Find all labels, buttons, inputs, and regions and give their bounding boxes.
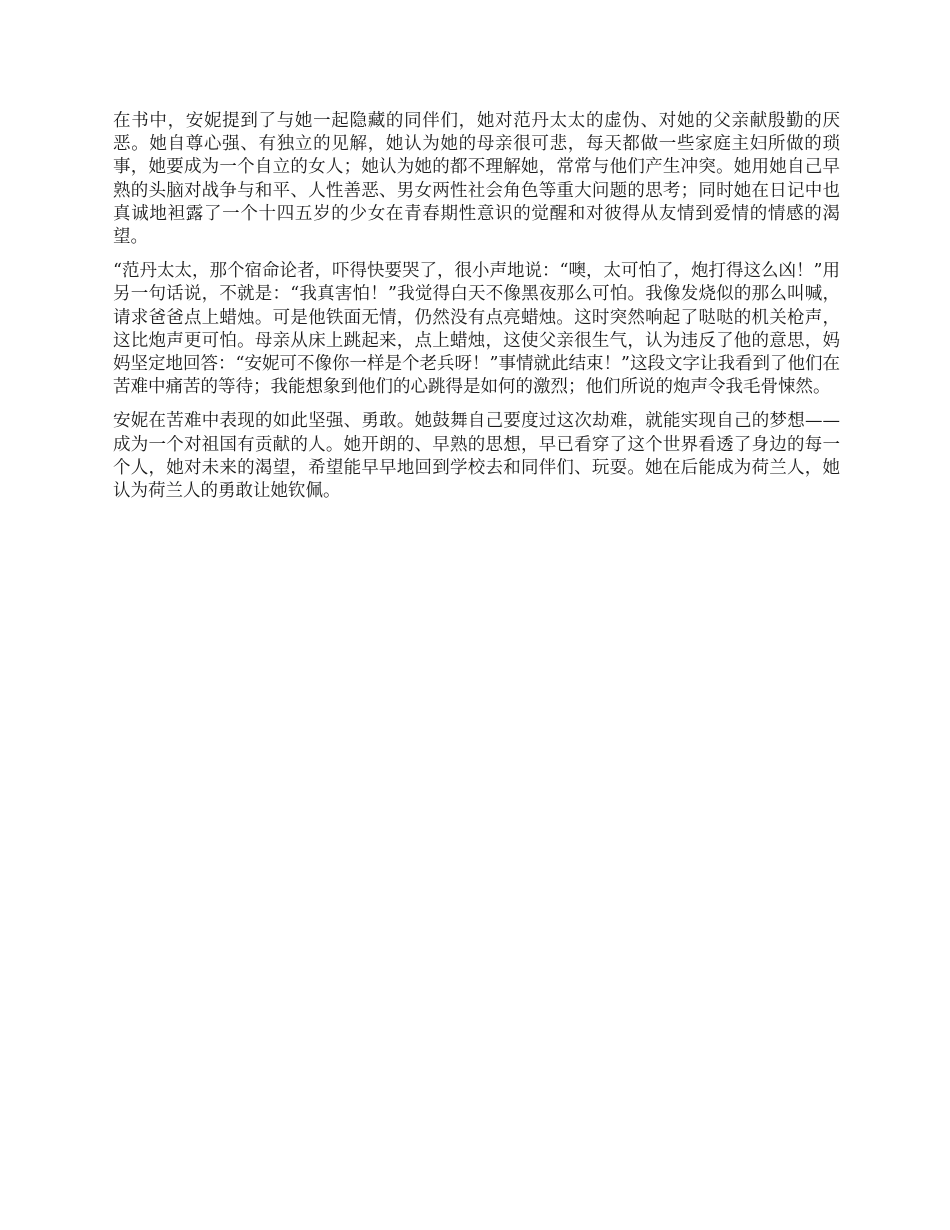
paragraph-2: “范丹太太，那个宿命论者，吓得快要哭了，很小声地说：“噢，太可怕了，炮打得这么凶！”用另一句话说，不就是：“我真害怕！”我觉得白天不像黑夜那么可怕。我像发烧似的那么叫喊，请求爸爸点上蜡烛。可是他铁面无情，仍然没有点亮蜡烛。这时突然响起了哒哒的机关枪声，这比炮声更可怕。母亲从床上跳起来，点上蜡烛，这使父亲很生气，认为违反了他的意思，妈妈坚定地回答：“安妮可不像你一样是个老兵呀！”事情就此结束！”这段文字让我看到了他们在苦难中痛苦的等待；我能想象到他们的心跳得是如何的激烈；他们所说的炮声令我毛骨悚然。	[113, 261, 840, 398]
document-body	[113, 110, 840, 514]
paragraph-3: 安妮在苦难中表现的如此坚强、勇敢。她鼓舞自己要度过这次劫难，就能实现自己的梦想——成为一个对祖国有贡献的人。她开朗的、早熟的思想，早已看穿了这个世界看透了身边的每一个人，她对未来的渴望，希望能早早地回到学校去和同伴们、玩耍。她在后能成为荷兰人，她认为荷兰人的勇敢让她钦佩。	[113, 411, 840, 502]
paragraph-1: 在书中，安妮提到了与她一起隐藏的同伴们，她对范丹太太的虚伪、对她的父亲献殷勤的厌恶。她自尊心强、有独立的见解，她认为她的母亲很可悲，每天都做一些家庭主妇所做的琐事，她要成为一个自立的女人；她认为她的都不理解她，常常与他们产生冲突。她用她自己早熟的头脑对战争与和平、人性善恶、男女两性社会角色等重大问题的思考；同时她在日记中也真诚地袒露了一个十四五岁的少女在青春期性意识的觉醒和对彼得从友情到爱情的情感的渴望。	[113, 111, 840, 248]
